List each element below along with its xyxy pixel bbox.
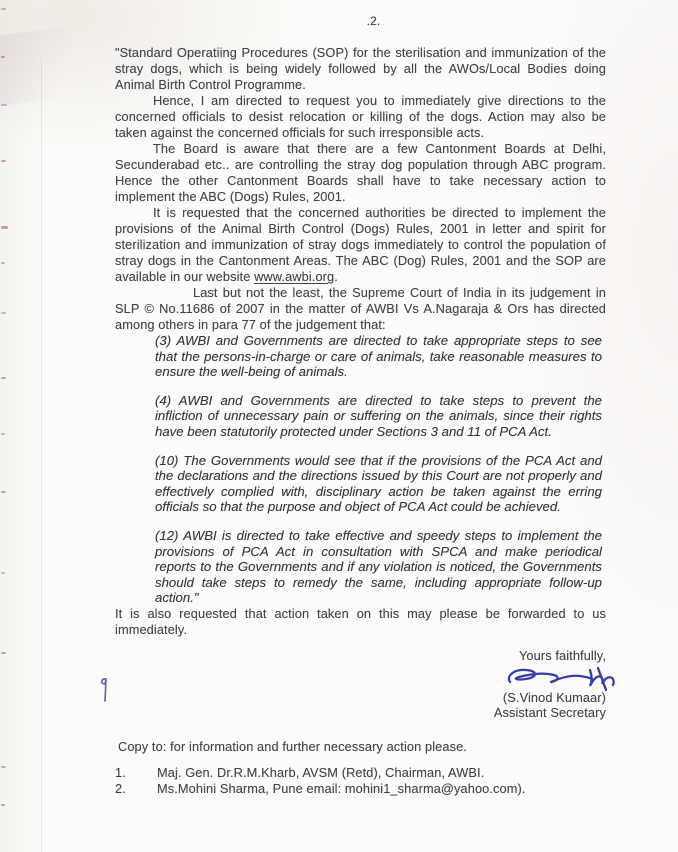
copy-to-label: Copy to: for information and further necessary action please. <box>118 738 467 754</box>
copy-recipient-text: Ms.Mohini Sharma, Pune email: mohini1_sharma@yahoo.com). <box>157 780 526 796</box>
pen-mark-icon <box>98 676 112 706</box>
copy-recipient-number: 1. <box>115 764 126 780</box>
awbi-website-link: www.awbi.org <box>254 269 335 284</box>
paragraph-action-taken: It is also requested that action taken on this may please be forwarded to us immediately. <box>115 605 606 637</box>
copy-recipient-number: 2. <box>115 780 126 796</box>
scan-edge-mark <box>1 226 8 229</box>
scan-edge-mark <box>1 377 6 379</box>
blue-pen-mark <box>98 676 112 711</box>
paragraph-sop-continuation: "Standard Operatiing Procedures (SOP) for the sterilisation and immunization of the stray dogs, which is being widely followed by all the AWOs/Local Bodies doing Animal Birth Control Programme. <box>115 45 606 92</box>
scan-edge-mark <box>1 572 5 574</box>
scan-edge-mark <box>1 312 6 314</box>
scan-fold-line <box>41 58 42 852</box>
judgement-quotes <box>155 333 602 606</box>
scan-edge-mark <box>1 433 5 435</box>
copy-to-section <box>115 739 606 797</box>
valediction: Yours faithfully, <box>518 647 606 663</box>
copy-recipient-mohini <box>115 781 606 797</box>
scan-edge-mark <box>1 766 6 768</box>
scan-edge-mark <box>1 56 5 58</box>
paragraph-desist-request: Hence, I am directed to request you to immediately give directions to the concerned officials to desist relocation or killing of the dogs. Action may also be taken against the concerned officials for such irresponsible acts. <box>115 93 606 140</box>
signatory-title: Assistant Secretary <box>493 704 606 720</box>
scan-edge-mark <box>1 160 6 162</box>
scan-edge-mark <box>1 652 6 654</box>
scan-edge-mark <box>1 8 6 10</box>
scan-edge-mark <box>1 804 5 806</box>
quote-para-12: (12) AWBI is directed to take effective and speedy steps to implement the provisions of PCA Act in consultation with SPCA and make periodical reports to the Governments and if any violation is noticed, the Governments should take steps to remedy the same, including appropriate follow-up action." <box>155 527 602 606</box>
scan-edge-mark <box>1 491 6 493</box>
paragraph-cantonment-boards: The Board is aware that there are a few Cantonment Boards at Delhi, Secunderabad etc.. are controlling the stray dog population through ABC program. Hence the other Cantonment Boards shall have to take necessary action to implement the ABC (Dogs) Rules, 2001. <box>115 141 606 204</box>
closing-block <box>115 648 606 720</box>
page-number: .2. <box>366 14 381 28</box>
paragraph-abc-rules-period: . <box>334 269 338 284</box>
scan-edge-mark <box>1 262 5 264</box>
paragraph-abc-rules <box>115 205 606 285</box>
signatory-name: (S.Vinod Kumaar) <box>502 689 606 705</box>
quote-para-10: (10) The Governments would see that if the provisions of the PCA Act and the declarations and the directions issued by this Court are not properly and effectively complied with, disciplinary action be taken against the erring officials so that the purpose and object of PCA Act could be achieved. <box>155 452 602 515</box>
paragraph-abc-rules-text: It is requested that the concerned authorities be directed to implement the provisions of the Animal Birth Control (Dogs) Rules, 2001 in letter and spirit for sterilization and immunization of stray dogs immediately to control the population of stray dogs in the Cantonment Areas. The ABC (Dog) Rules, 2001 and the SOP are available in our website <box>115 205 606 284</box>
scan-edge-mark <box>1 104 7 106</box>
scan-corner-shadow <box>0 23 100 108</box>
copy-recipient-text: Maj. Gen. Dr.R.M.Kharb, AVSM (Retd), Chairman, AWBI. <box>157 764 485 780</box>
copy-to-list <box>115 765 606 797</box>
signature-scrawl <box>115 664 620 690</box>
quote-para-4: (4) AWBI and Governments are directed to take steps to prevent the infliction of unnecessary pain or suffering on the animals, since their rights have been statutorily protected under Sections 3 and 11 of PCA Act. <box>155 392 602 439</box>
quote-para-3: (3) AWBI and Governments are directed to take appropriate steps to see that the persons-in-charge or care of animals, take reasonable measures to ensure the well-being of animals. <box>155 333 602 380</box>
copy-recipient-chairman <box>115 765 606 781</box>
paragraph-supreme-court: Last but not the least, the Supreme Court of India in its judgement in SLP © No.11686 of 2007 in the matter of AWBI Vs A.Nagaraja & Ors has directed among others in para 77 of the judgement that: <box>115 285 606 332</box>
